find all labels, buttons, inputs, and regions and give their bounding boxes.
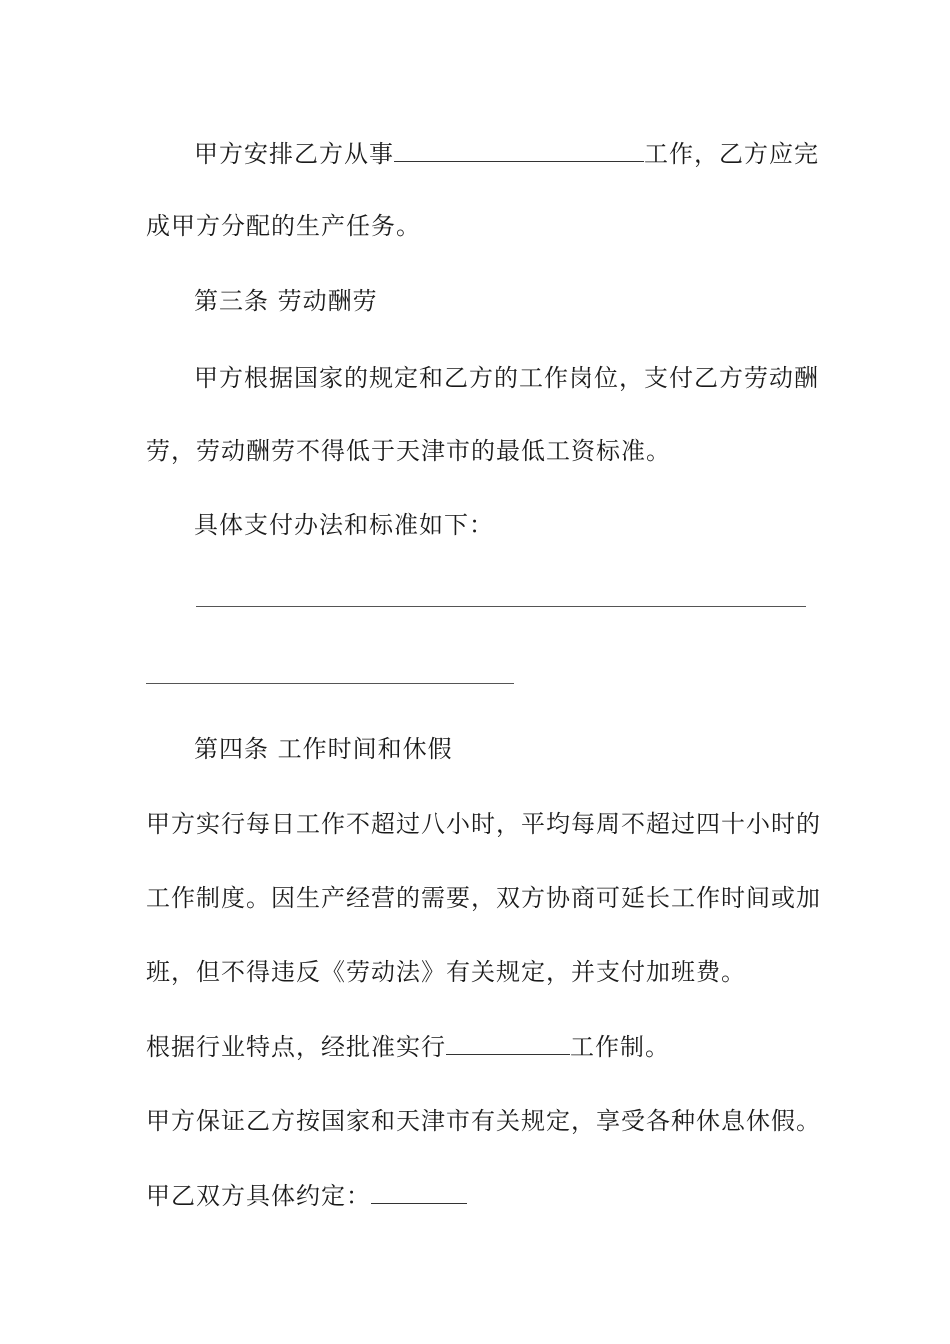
agreement-line	[146, 1181, 467, 1211]
fill-in-rule	[146, 683, 514, 684]
work-assignment-post: 工作，乙方应完	[644, 140, 819, 168]
agreement-pre: 甲乙双方具体约定：	[146, 1182, 371, 1210]
work-system-line	[146, 1032, 670, 1062]
agreement-blank	[371, 1183, 467, 1204]
paragraph-line: 工作制度。因生产经营的需要，双方协商可延长工作时间或加	[146, 884, 821, 912]
work-assignment-line	[194, 139, 819, 169]
paragraph-line: 劳，劳动酬劳不得低于天津市的最低工资标准。	[146, 437, 671, 465]
payment-method-label: 具体支付办法和标准如下：	[194, 511, 494, 539]
article-4-heading: 第四条 工作时间和休假	[194, 735, 453, 763]
paragraph-line: 甲方根据国家的规定和乙方的工作岗位，支付乙方劳动酬	[194, 364, 819, 392]
paragraph-line: 甲方实行每日工作不超过八小时，平均每周不超过四十小时的	[146, 810, 821, 838]
paragraph-line: 班，但不得违反《劳动法》有关规定，并支付加班费。	[146, 958, 746, 986]
work-type-blank	[394, 141, 644, 162]
work-assignment-pre: 甲方安排乙方从事	[194, 140, 394, 168]
work-system-blank	[446, 1034, 570, 1055]
article-3-heading: 第三条 劳动酬劳	[194, 287, 378, 315]
work-system-post: 工作制。	[570, 1033, 670, 1061]
paragraph-line: 甲方保证乙方按国家和天津市有关规定，享受各种休息休假。	[146, 1107, 821, 1135]
fill-in-rule	[196, 606, 806, 607]
paragraph-line: 成甲方分配的生产任务。	[146, 212, 421, 240]
work-system-pre: 根据行业特点，经批准实行	[146, 1033, 446, 1061]
